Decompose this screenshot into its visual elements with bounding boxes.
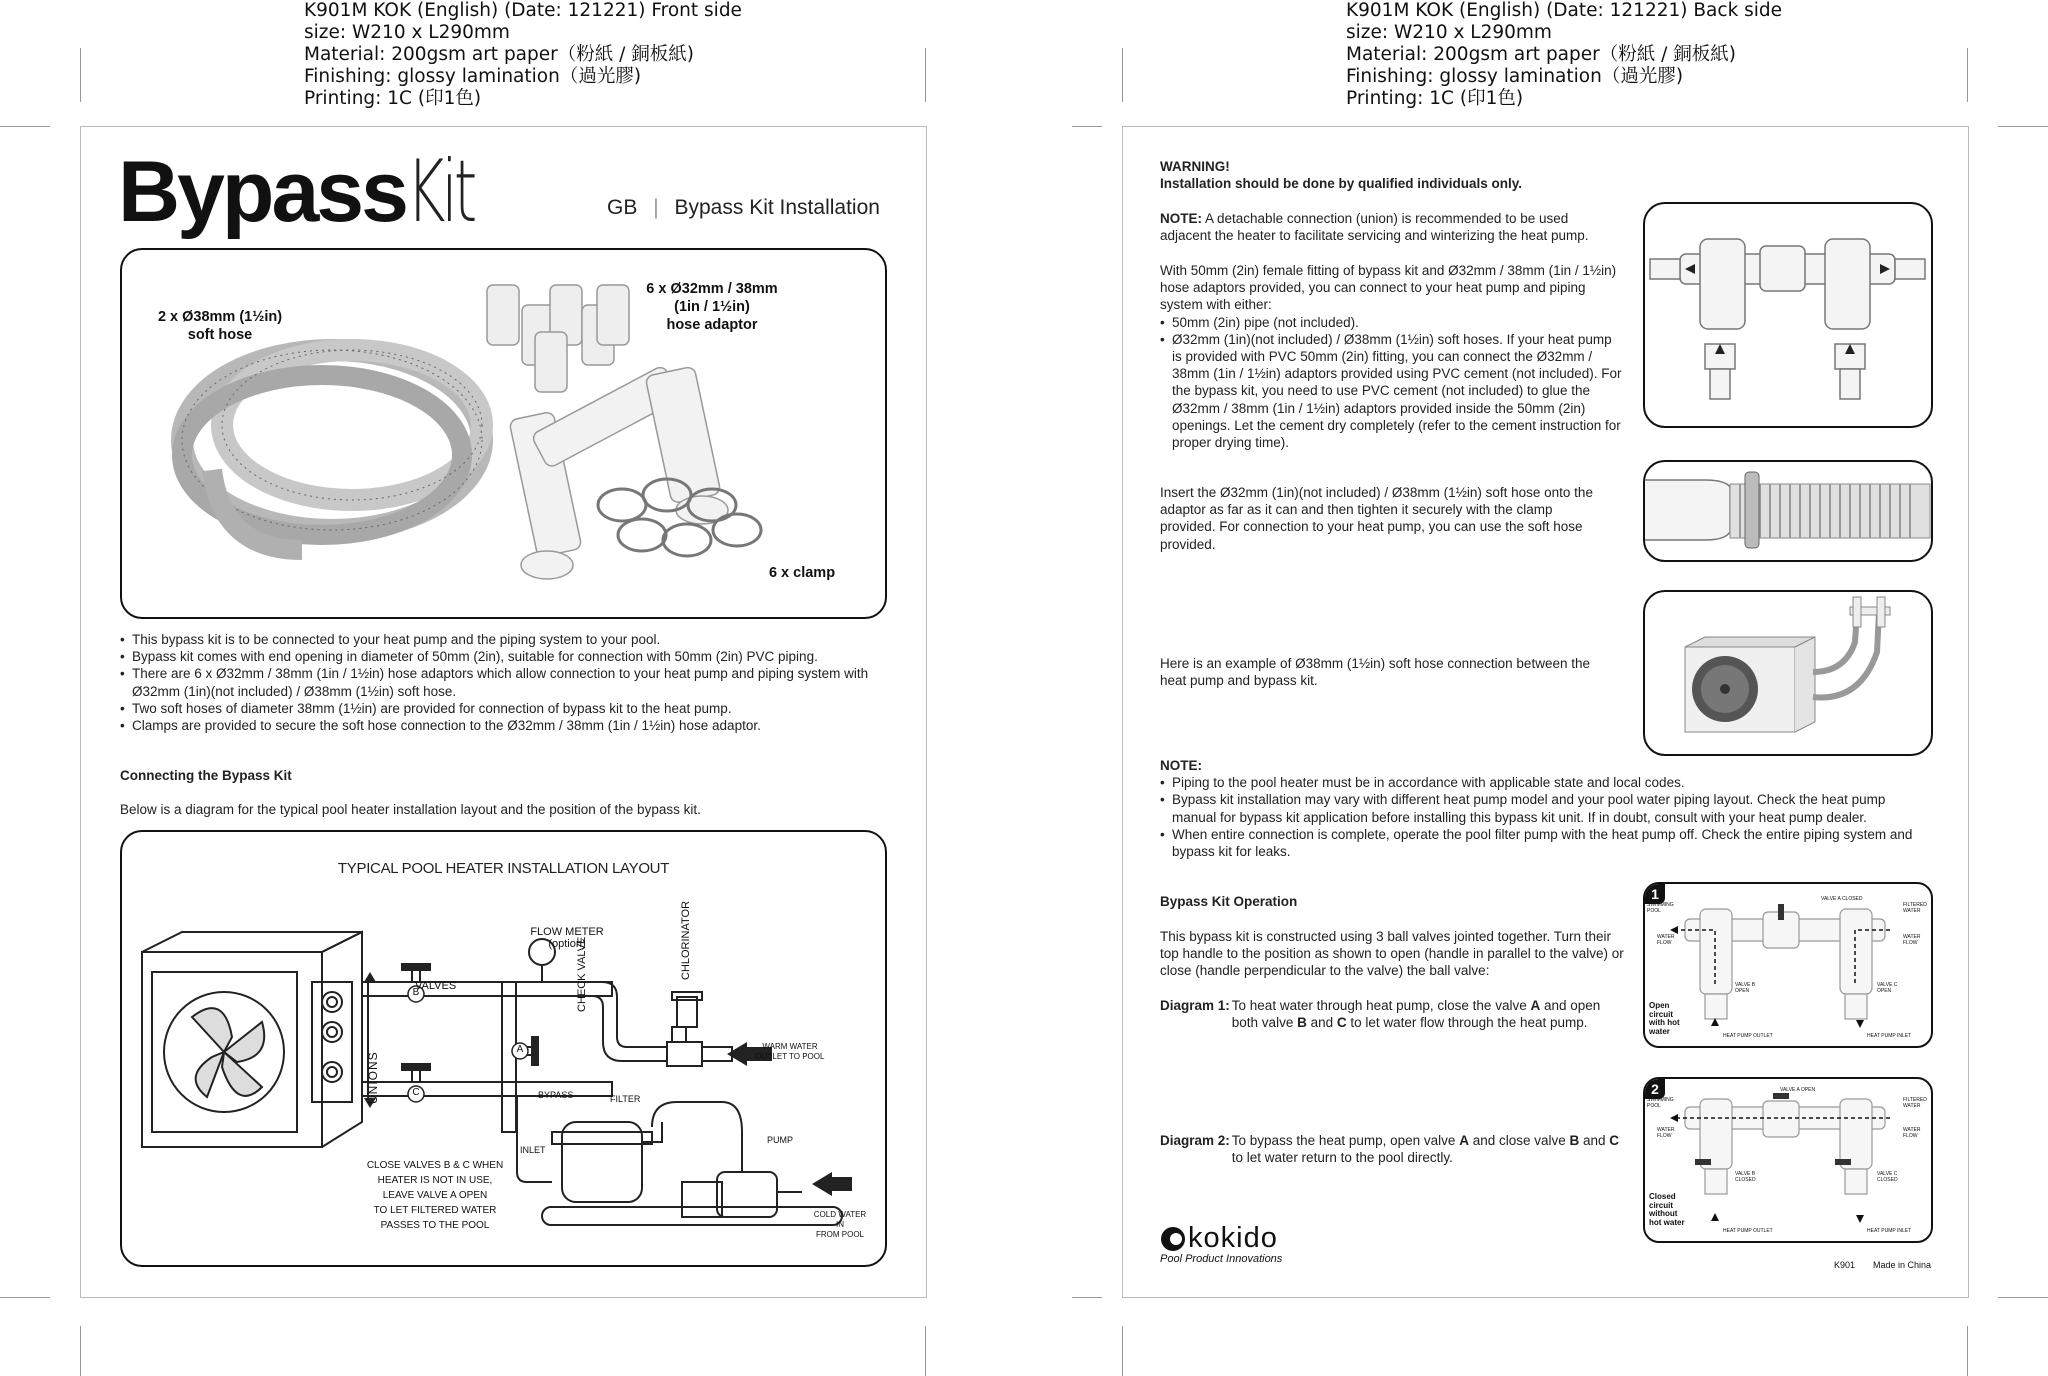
- lang-code: GB: [607, 196, 638, 219]
- heat-pump-outlet-label: HEAT PUMP OUTLET: [1723, 1228, 1773, 1234]
- diagram2-part: and: [1579, 1133, 1610, 1148]
- front-spec-block: [304, 0, 742, 110]
- diagram2-label: Diagram 2:: [1160, 1133, 1230, 1148]
- swimming-pool-label: [1647, 1097, 1674, 1109]
- adaptor-label-line: (1in / 1½in): [674, 299, 750, 315]
- back-spec-block: [1346, 0, 1782, 110]
- label-line: WATER: [1903, 1127, 1921, 1133]
- brand-name: kokido: [1188, 1222, 1278, 1254]
- label-line: VALVE C: [1877, 1171, 1898, 1177]
- heat-pump-inlet-label: HEAT PUMP INLET: [1867, 1033, 1912, 1039]
- diagram2-part: C: [1609, 1133, 1620, 1148]
- label-line: WATER: [1903, 908, 1921, 914]
- label-line: CLOSED: [1735, 1177, 1756, 1183]
- list-item: • Clamps are provided to secure the soft hose connection to the Ø32mm / 38mm (1in / 1½in) hose adaptor.: [120, 717, 895, 734]
- water-flow-label: [1657, 934, 1675, 946]
- bypass-label: BYPASS: [538, 1090, 574, 1100]
- label-line: POOL: [1647, 908, 1661, 914]
- label-line: WATER: [1657, 934, 1675, 940]
- label-line: OPEN: [1877, 988, 1892, 994]
- label-line: VALVE C: [1877, 982, 1898, 988]
- hose-label-line: 2 x Ø38mm (1½in): [157, 309, 283, 325]
- valve-top-label: VALVE A OPEN: [1780, 1087, 1816, 1093]
- label-line: VALVE B: [1735, 982, 1756, 988]
- diagram2-text: [1160, 1132, 1620, 1166]
- list-item: • Two soft hoses of diameter 38mm (1½in) are provided for connection of bypass kit to the heat pump.: [120, 700, 895, 717]
- label-line: FILTERED: [1903, 902, 1927, 908]
- heatpump-hose-drawing: [1645, 592, 1931, 754]
- back-spec-line: K901M KOK (English) (Date: 121221) Back side: [1346, 0, 1783, 21]
- close-note-line: HEATER IS NOT IN USE,: [377, 1175, 493, 1186]
- label-line: FLOW: [1657, 940, 1672, 946]
- flow-meter-line: FLOW METER: [530, 926, 604, 938]
- label-line: SWIMMING: [1647, 902, 1674, 908]
- swimming-pool-label: [1647, 902, 1674, 914]
- bypass-kit-logo: [118, 142, 502, 242]
- label-line: FLOW: [1903, 940, 1918, 946]
- front-spec-line: Printing: 1C (印1色): [304, 88, 482, 109]
- valve-c-label: [1877, 1171, 1898, 1183]
- diagram-number: 1: [1645, 884, 1665, 904]
- label-line: FLOW: [1657, 1133, 1672, 1139]
- chlorinator-label: CHLORINATOR: [680, 900, 692, 980]
- list-item: • 50mm (2in) pipe (not included).: [1160, 314, 1622, 331]
- warm-water-line: WARM WATER: [762, 1042, 818, 1051]
- cold-water-label: [810, 1210, 870, 1240]
- operation-heading: Bypass Kit Operation: [1160, 894, 1298, 909]
- op2-drawing: [1645, 1079, 1931, 1241]
- kokido-mark-icon: [1160, 1226, 1186, 1252]
- label-line: SWIMMING: [1647, 1097, 1674, 1103]
- label-line: VALVE B: [1735, 1171, 1756, 1177]
- bypass-assembly-image: [1643, 202, 1933, 428]
- valve-b-marker: B: [412, 987, 420, 998]
- valve-top-label: VALVE A CLOSED: [1821, 896, 1863, 902]
- flow-meter-line: (option): [548, 938, 586, 950]
- label-line: WATER: [1903, 934, 1921, 940]
- cold-water-line: FROM POOL: [815, 1230, 864, 1239]
- label-line: CLOSED: [1877, 1177, 1898, 1183]
- label-line: Closed: [1649, 1192, 1676, 1201]
- adaptor-label-line: 6 x Ø32mm / 38mm: [646, 281, 778, 297]
- operation-text: This bypass kit is constructed using 3 ball valves jointed together. Turn their top handle to the position as shown to open (handle in parallel to the valve) or close (handle perpendicular to the valve) the ball valve:: [1160, 929, 1624, 979]
- hose-label: [130, 308, 310, 344]
- note1: [1160, 210, 1622, 244]
- header-line: GB | Bypass Kit Installation: [607, 196, 880, 219]
- label-line: WATER: [1657, 1127, 1675, 1133]
- valve-a-marker: A: [516, 1044, 524, 1055]
- diagram2-desc: [1232, 1132, 1620, 1166]
- close-note-line: CLOSE VALVES B & C WHEN: [366, 1160, 504, 1171]
- close-note-line: TO LET FILTERED WATER: [373, 1205, 497, 1216]
- made-in: Made in China: [1873, 1260, 1932, 1270]
- label-line: circuit: [1649, 1009, 1674, 1019]
- para1-bullets: [1160, 314, 1622, 452]
- diagram1-text: [1160, 997, 1630, 1031]
- unions-label: UNIONS: [366, 1051, 380, 1104]
- filter-label: FILTER: [610, 1094, 641, 1104]
- note1-text: A detachable connection (union) is recommended to be used adjacent the heater to facilitate servicing and winterizing the heat pump.: [1160, 211, 1589, 244]
- diagram1-part: to let water flow through the heat pump.: [1346, 1015, 1588, 1031]
- diagram2-part: and close valve: [1468, 1133, 1570, 1148]
- label-line: hot water: [1649, 1217, 1685, 1227]
- para3: Here is an example of Ø38mm (1½in) soft hose connection between the heat pump and bypass kit.: [1160, 656, 1590, 689]
- diagram2-part: A: [1459, 1133, 1469, 1148]
- operation-diagram-1: [1643, 882, 1933, 1048]
- diagram1-part: B: [1297, 1015, 1307, 1031]
- warning-title: WARNING!: [1160, 159, 1230, 174]
- list-item: • This bypass kit is to be connected to your heat pump and the piping system to your pool.: [120, 631, 895, 648]
- kit-bullets: [120, 631, 895, 734]
- hose-label-line: soft hose: [187, 327, 253, 343]
- diagram-title: TYPICAL POOL HEATER INSTALLATION LAYOUT: [337, 860, 670, 877]
- front-spec-line: size: W210 x L290mm: [304, 22, 510, 43]
- note2-bullets: [1160, 774, 1920, 860]
- list-item: • Bypass kit installation may vary with different heat pump model and your pool water piping layout. Check the heat pump manual for bypass kit application before installing this bypass kit unit. If in doubt, consult with your heat pump dealer.: [1160, 791, 1920, 825]
- adaptor-label: [627, 280, 797, 334]
- label-line: without: [1649, 1209, 1678, 1218]
- circuit-label: [1649, 1002, 1680, 1036]
- front-spec-line: Finishing: glossy lamination（過光膠): [304, 66, 642, 87]
- note2-label: NOTE:: [1160, 758, 1202, 773]
- product-code: K901: [1834, 1260, 1856, 1270]
- back-spec-line: size: W210 x L290mm: [1346, 22, 1552, 43]
- list-item: • Bypass kit comes with end opening in diameter of 50mm (2in), suitable for connection with 50mm (2in) PVC piping.: [120, 648, 895, 665]
- op1-drawing: [1645, 884, 1931, 1046]
- brand-tagline: Pool Product Innovations: [1160, 1253, 1283, 1265]
- valve-b-label: [1735, 1171, 1756, 1183]
- list-item: • When entire connection is complete, operate the pool filter pump with the heat pump off. Check the entire piping system and bypass kit for leaks.: [1160, 826, 1920, 860]
- valve-b-label: [1735, 982, 1755, 994]
- diagram1-label: Diagram 1:: [1160, 998, 1230, 1013]
- logo-bold: Bypass: [118, 144, 406, 240]
- diagram1-part: and: [1306, 1015, 1337, 1031]
- list-item: • There are 6 x Ø32mm / 38mm (1in / 1½in) hose adaptors which allow connection to your heat pump and piping system with Ø32mm (1in)(not included) / Ø38mm (1½in) soft hose.: [120, 665, 895, 699]
- valve-c-label: [1877, 982, 1897, 994]
- diagram1-part: C: [1336, 1015, 1347, 1031]
- close-note-line: PASSES TO THE POOL: [380, 1220, 490, 1231]
- list-item: • Ø32mm (1in)(not included) / Ø38mm (1½in) soft hoses. If your heat pump is provided with PVC 50mm (2in) fitting, you can connect the Ø32mm / 38mm (1in / 1½in) adaptors provided using PVC cement (not included). For the bypass kit, you need to use PVC cement (not included) to glue the Ø32mm / 38mm (1in / 1½in) adaptors provided inside the 50mm (2in) openings. Let the cement dry completely (refer to the cement instruction for proper drying time).: [1160, 331, 1622, 451]
- label-line: circuit: [1649, 1200, 1674, 1210]
- diagram-number: 2: [1645, 1079, 1665, 1099]
- front-spec-line: Material: 200gsm art paper（粉紙 / 銅板紙): [304, 44, 694, 65]
- list-item: • Piping to the pool heater must be in accordance with applicable state and local codes.: [1160, 774, 1920, 791]
- label-line: Open: [1649, 1001, 1670, 1010]
- front-spec-line: K901M KOK (English) (Date: 121221) Front side: [304, 0, 742, 21]
- diagram1-desc: [1232, 997, 1630, 1031]
- operation-diagram-2: [1643, 1077, 1933, 1243]
- diagram2-part: To bypass the heat pump, open valve: [1231, 1133, 1460, 1148]
- kokido-logo: [1160, 1222, 1282, 1265]
- diagram1-part: A: [1530, 998, 1541, 1013]
- water-flow-label-right: [1903, 1127, 1921, 1139]
- logo-thin: Kit: [405, 142, 474, 242]
- label-line: FLOW: [1903, 1133, 1918, 1139]
- water-flow-label-right: [1903, 934, 1921, 946]
- para1: [1160, 262, 1622, 451]
- label-line: water: [1649, 1026, 1670, 1036]
- filtered-water-label: [1903, 902, 1927, 914]
- cold-water-line: COLD WATER IN: [813, 1210, 867, 1229]
- diagram2-part: B: [1569, 1133, 1580, 1148]
- circuit-label: [1649, 1193, 1685, 1227]
- adaptor-label-line: hose adaptor: [666, 317, 758, 333]
- heat-pump-outlet-label: HEAT PUMP OUTLET: [1723, 1033, 1773, 1039]
- warning-text: Installation should be done by qualified individuals only.: [1160, 176, 1523, 191]
- back-spec-line: Finishing: glossy lamination（過光膠): [1346, 66, 1684, 87]
- bypass-assembly-drawing: [1645, 204, 1931, 426]
- close-note-line: LEAVE VALVE A OPEN: [382, 1190, 488, 1201]
- check-valve-label: CHECK VALVE: [576, 936, 588, 1012]
- label-line: FILTERED: [1903, 1097, 1927, 1103]
- diagram2-part: to let water return to the pool directly.: [1231, 1150, 1453, 1166]
- pump-label: PUMP: [767, 1135, 794, 1145]
- diagram1-part: and open both valve: [1231, 998, 1601, 1031]
- label-line: OPEN: [1735, 988, 1750, 994]
- close-valves-note: [350, 1158, 520, 1233]
- diagram1-part: To heat water through heat pump, close the valve: [1231, 998, 1531, 1013]
- installation-diagram-box: [120, 830, 887, 1267]
- filtered-water-label: [1903, 1097, 1927, 1109]
- connecting-heading: Connecting the Bypass Kit: [120, 768, 292, 783]
- back-spec-line: Material: 200gsm art paper（粉紙 / 銅板紙): [1346, 44, 1736, 65]
- hose-clamp-drawing: [1645, 462, 1931, 560]
- label-line: POOL: [1647, 1103, 1661, 1109]
- label-line: WATER: [1903, 1103, 1921, 1109]
- hose-clamp-image: [1643, 460, 1933, 562]
- connecting-text: Below is a diagram for the typical pool heater installation layout and the position of the bypass kit.: [120, 802, 701, 817]
- back-spec-line: Printing: 1C (印1色): [1346, 88, 1524, 109]
- para2: Insert the Ø32mm (1in)(not included) / Ø38mm (1½in) soft hose onto the adaptor as far as it can and then tighten it securely with the clamp provided. For connection to your heat pump, you can use the soft hose provided.: [1160, 485, 1593, 552]
- heat-pump-inlet-label: HEAT PUMP INLET: [1867, 1228, 1912, 1234]
- flow-meter-label: [527, 926, 607, 950]
- inlet-label: INLET: [520, 1145, 546, 1155]
- clamp-label: 6 x clamp: [768, 565, 836, 581]
- water-flow-label: [1657, 1127, 1675, 1139]
- warm-water-label: [750, 1042, 830, 1062]
- kit-contents-box: [120, 248, 887, 619]
- valves-label: VALVES: [415, 980, 457, 992]
- note1-label: NOTE:: [1160, 211, 1202, 226]
- header-title: Bypass Kit Installation: [674, 196, 880, 219]
- label-line: with hot: [1649, 1018, 1680, 1027]
- heatpump-hose-image: [1643, 590, 1933, 756]
- note2: [1160, 757, 1920, 860]
- warm-water-line: OUTLET TO POOL: [755, 1052, 825, 1061]
- valve-c-marker: C: [412, 1087, 420, 1098]
- para1-text: With 50mm (2in) female fitting of bypass kit and Ø32mm / 38mm (1in / 1½in) hose adaptors provided, you can connect to your heat pump and piping system with either:: [1160, 263, 1617, 313]
